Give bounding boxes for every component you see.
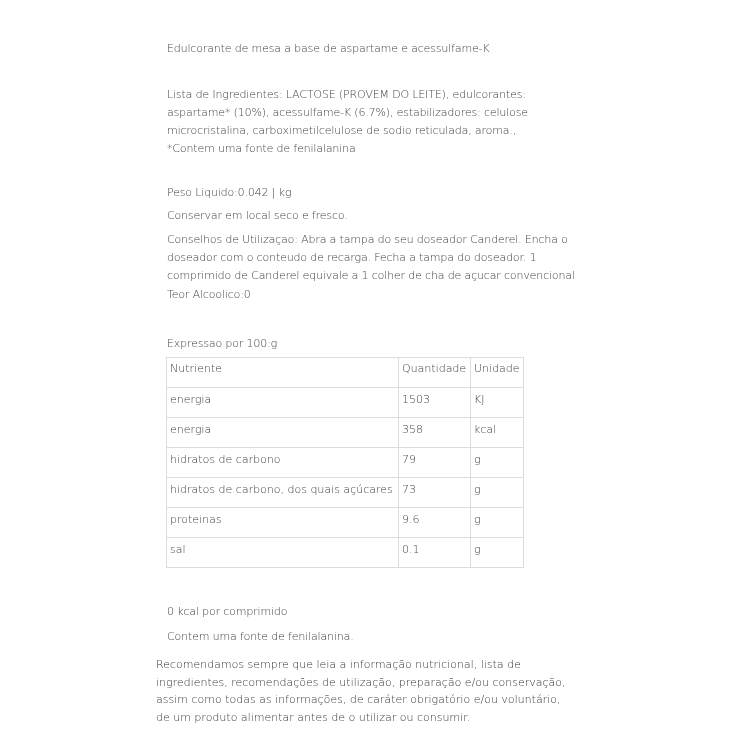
- net-weight: Peso Liquido:0.042 | kg: [167, 186, 292, 199]
- nutrient-unit: g: [471, 448, 524, 478]
- phenylalanine-note: Contem uma fonte de fenilalanina.: [167, 630, 354, 643]
- header-unit: Unidade: [471, 358, 524, 388]
- nutrient-unit: kcal: [471, 418, 524, 448]
- table-row: [167, 388, 524, 418]
- nutrient-name: energia: [167, 388, 399, 418]
- nutrient-unit: KJ: [471, 388, 524, 418]
- nutrient-quantity: 79: [399, 448, 471, 478]
- nutrient-name: hidratos de carbono: [167, 448, 399, 478]
- table-row: [167, 538, 524, 568]
- ingredients-list: Lista de Ingredientes: LACTOSE (PROVEM DO LEITE), edulcorantes: aspartame* (10%), acessulfame-K (6.7%), estabilizadores: celulose microcristalina, carboximetilcelulose de sodio reticulada, aroma., *Contem uma fonte de fenilalanina: [167, 88, 528, 155]
- nutrient-name: proteinas: [167, 508, 399, 538]
- nutrient-unit: g: [471, 538, 524, 568]
- nutrition-basis: Expressao por 100:g: [167, 337, 278, 350]
- table-row: [167, 508, 524, 538]
- header-nutrient: Nutriente: [167, 358, 399, 388]
- nutrient-unit: g: [471, 508, 524, 538]
- nutrient-name: energia: [167, 418, 399, 448]
- nutrition-table: [166, 357, 524, 568]
- nutrient-unit: g: [471, 478, 524, 508]
- nutrient-name: hidratos de carbono, dos quais açúcares: [167, 478, 399, 508]
- alcohol-content: Teor Alcoolico:0: [167, 288, 251, 301]
- nutrient-quantity: 0.1: [399, 538, 471, 568]
- nutrient-name: sal: [167, 538, 399, 568]
- nutrient-quantity: 73: [399, 478, 471, 508]
- table-row: [167, 478, 524, 508]
- disclaimer: Recomendamos sempre que leia a informação nutricional, lista de ingredientes, recomendações de utilização, preparação e/ou conservação, assim como todas as informações, de caráter obrigatório e/ou voluntário, de um produto alimentar antes de o utilizar ou consumir.: [156, 658, 566, 724]
- nutrient-quantity: 9.6: [399, 508, 471, 538]
- nutrient-quantity: 1503: [399, 388, 471, 418]
- product-subtitle: Edulcorante de mesa a base de aspartame e acessulfame-K: [167, 42, 490, 55]
- header-quantity: Quantidade: [399, 358, 471, 388]
- table-header-row: [167, 358, 524, 388]
- kcal-per-tablet: 0 kcal por comprimido: [167, 605, 288, 618]
- storage-instructions: Conservar em local seco e fresco.: [167, 209, 348, 222]
- nutrient-quantity: 358: [399, 418, 471, 448]
- table-row: [167, 448, 524, 478]
- table-row: [167, 418, 524, 448]
- usage-advice: Conselhos de Utilizaçao: Abra a tampa do seu doseador Canderel. Encha o doseador com o conteudo de recarga. Fecha a tampa do doseador. 1 comprimido de Canderel equivale a 1 colher de cha de açucar convencional: [167, 233, 575, 282]
